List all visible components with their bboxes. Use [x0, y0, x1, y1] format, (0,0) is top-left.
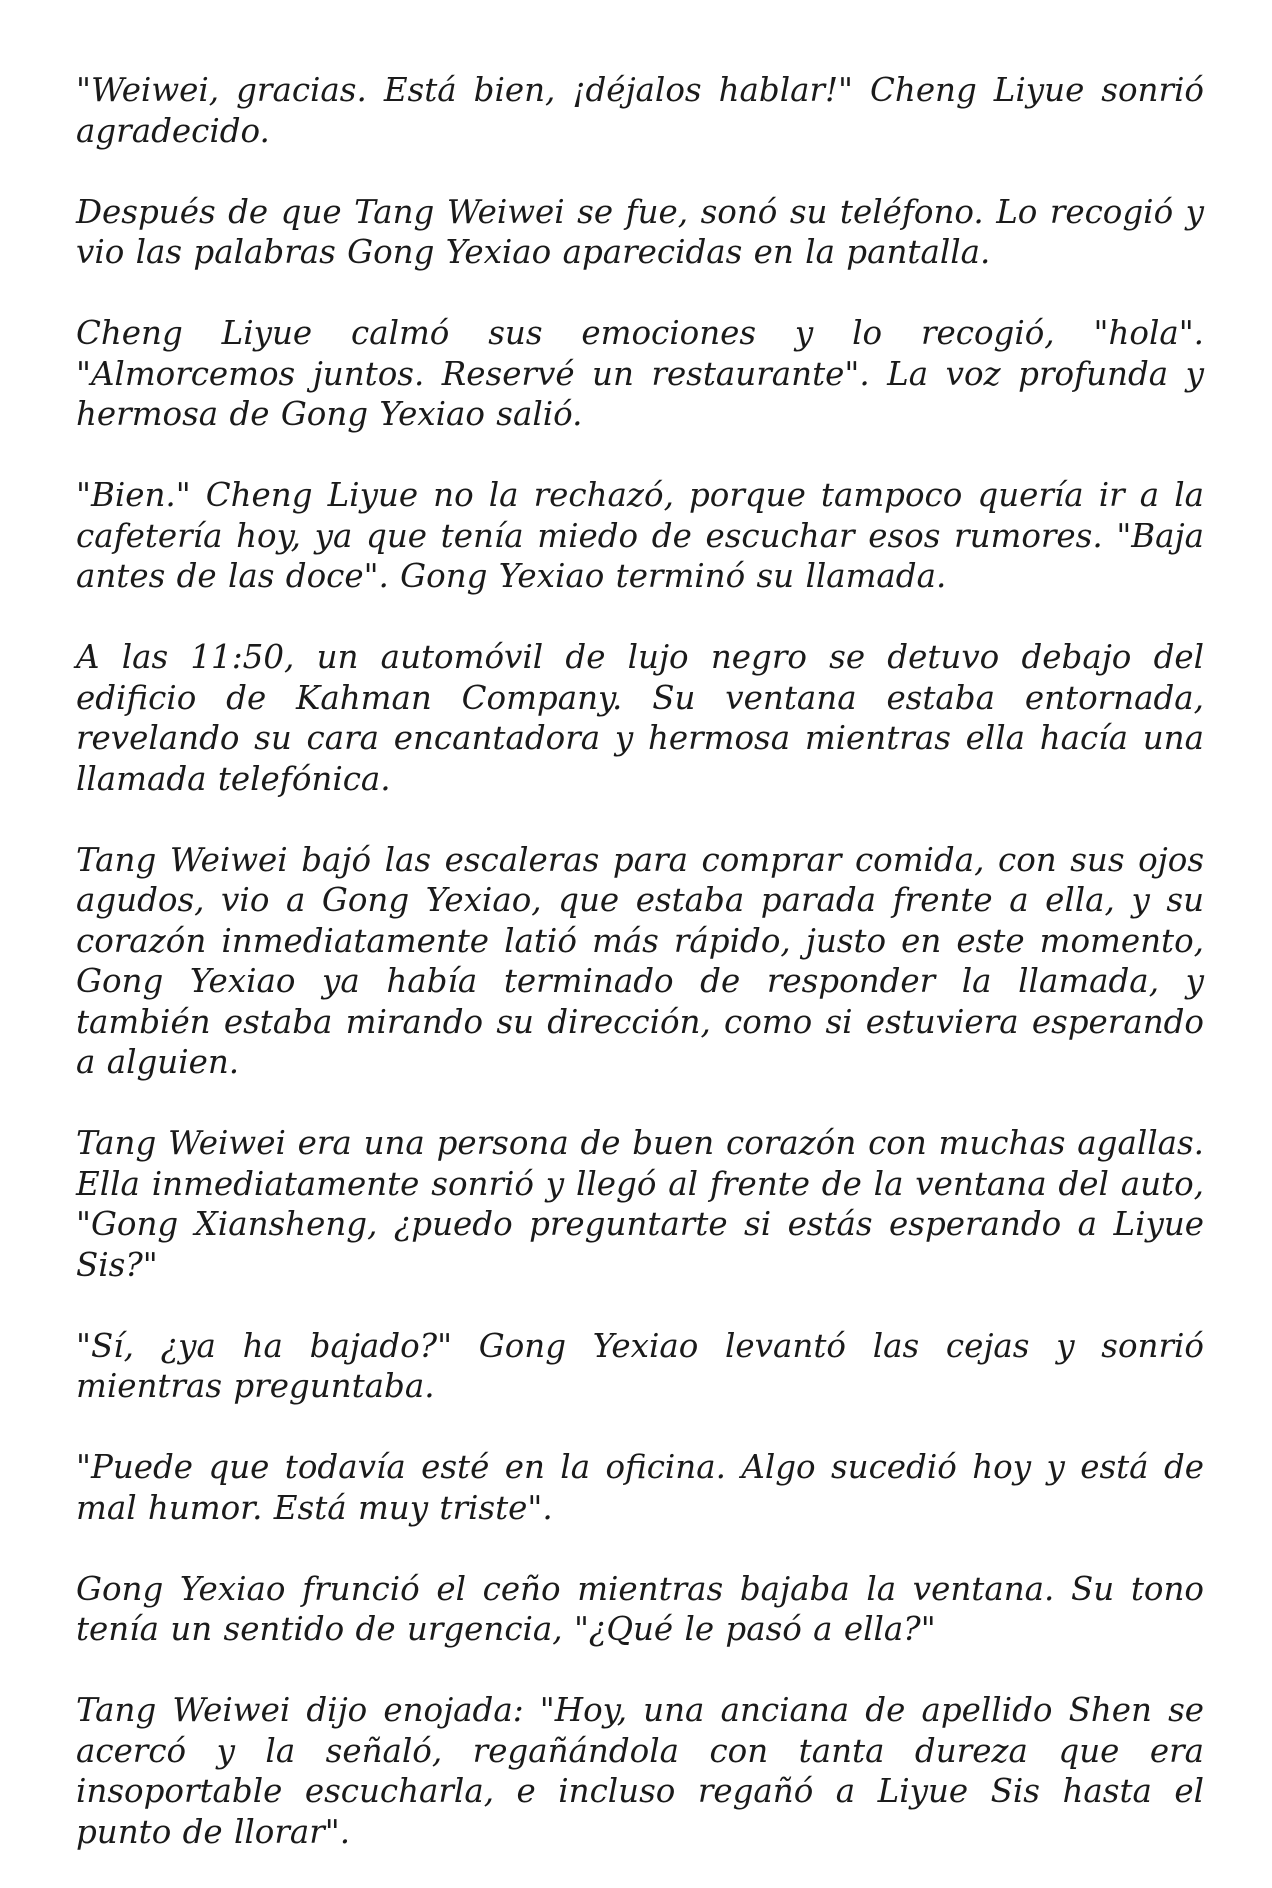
- paragraph: Después de que Tang Weiwei se fue, sonó su teléfono. Lo recogió y vio las palabras Gong Yexiao aparecidas en la pantalla.: [76, 192, 1204, 271]
- paragraph: Tang Weiwei era una persona de buen corazón con muchas agallas. Ella inmediatamente sonrió y llegó al frente de la ventana del auto, "Gong Xiansheng, ¿puedo preguntarte si estás esperando a Liyue Sis?": [76, 1124, 1204, 1284]
- paragraph: Gong Yexiao frunció el ceño mientras bajaba la ventana. Su tono tenía un sentido de urgencia, "¿Qué le pasó a ella?": [76, 1569, 1204, 1648]
- paragraph: Cheng Liyue calmó sus emociones y lo recogió, "hola". "Almorcemos juntos. Reservé un restaurante". La voz profunda y hermosa de Gong Yexiao salió.: [76, 314, 1204, 433]
- paragraph: "Bien." Cheng Liyue no la rechazó, porque tampoco quería ir a la cafetería hoy, ya que tenía miedo de escuchar esos rumores. "Baja antes de las doce". Gong Yexiao terminó su llamada.: [76, 476, 1204, 595]
- paragraph: "Sí, ¿ya ha bajado?" Gong Yexiao levantó las cejas y sonrió mientras preguntaba.: [76, 1326, 1204, 1405]
- paragraph: Tang Weiwei dijo enojada: "Hoy, una anciana de apellido Shen se acercó y la señaló, regañándola con tanta dureza que era insoportable escucharla, e incluso regañó a Liyue Sis hasta el punto de llorar".: [76, 1691, 1204, 1851]
- paragraph: "Puede que todavía esté en la oficina. Algo sucedió hoy y está de mal humor. Está muy triste".: [76, 1448, 1204, 1527]
- paragraph: Tang Weiwei bajó las escaleras para comprar comida, con sus ojos agudos, vio a Gong Yexiao, que estaba parada frente a ella, y su corazón inmediatamente latió más rápido, justo en este momento, Gong Yexiao ya había terminado de responder la llamada, y también estaba mirando su dirección, como si estuviera esperando a alguien.: [76, 840, 1204, 1081]
- document-page: [76, 70, 1204, 1852]
- paragraph: "Weiwei, gracias. Está bien, ¡déjalos hablar!" Cheng Liyue sonrió agradecido.: [76, 71, 1204, 150]
- paragraph: A las 11:50, un automóvil de lujo negro se detuvo debajo del edificio de Kahman Company. Su ventana estaba entornada, revelando su cara encantadora y hermosa mientras ella hacía una llamada telefónica.: [76, 638, 1204, 798]
